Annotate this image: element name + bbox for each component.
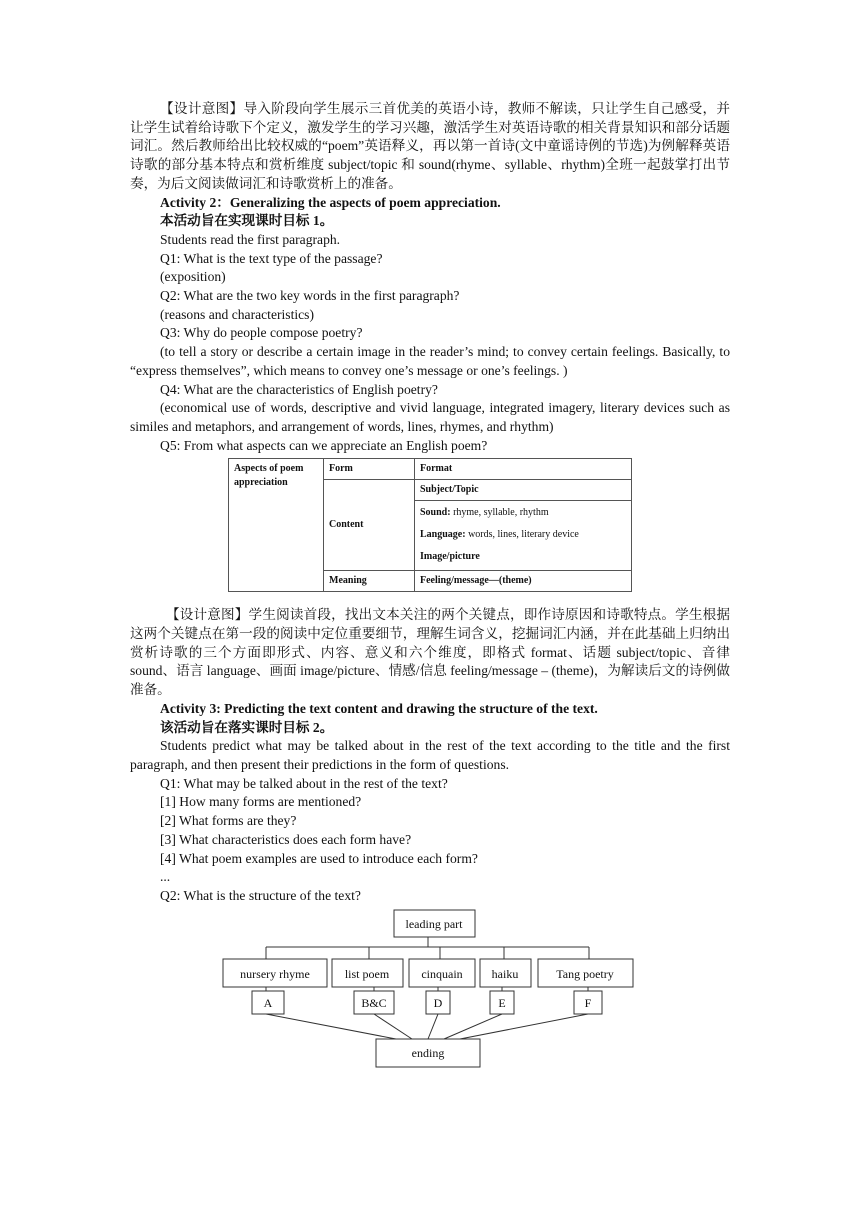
act3-question-2: Q2: What is the structure of the text? <box>160 887 361 903</box>
design-intent-paragraph-2: 【设计意图】学生阅读首段，找出文本关注的两个关键点，即作诗原因和诗歌特点。学生根据这两个关键点在第一段的阅读中定位重要细节，理解生词含义，挖掘词汇内涵，并在此基础上归纳出赏析诗歌的三个方面即形式、内容、意义和六个维度，即格式 format、话题 subject/topic、音律 sound、语言 language、画面 image/picture、情感/信息 feeling/message – (theme)，为解读后文的诗例做准备。 <box>130 607 730 698</box>
form-label-nursery-rhyme: nursery rhyme <box>240 966 310 981</box>
letter-label-a: A <box>263 995 273 1010</box>
ellipsis: ... <box>160 869 171 885</box>
table-aspects-header: Aspects of poem appreciation <box>229 459 324 592</box>
table-feeling-cell: Feeling/message—(theme) <box>415 571 632 592</box>
letter-label-d: D <box>433 995 443 1010</box>
sub-question-2: [2] What forms are they? <box>160 813 297 829</box>
question-5: Q5: From what aspects can we appreciate an English poem? <box>160 437 488 453</box>
diagram-connectors <box>263 937 589 1039</box>
sub-question-3: [3] What characteristics does each form have? <box>160 831 412 847</box>
activity-3-title: Activity 3: Predicting the text content and drawing the structure of the text. <box>160 700 598 716</box>
document-page <box>130 100 730 1076</box>
activity-3-intro: Students predict what may be talked about in the rest of the text according to the title and the first paragraph, and then present their predictions in the form of questions. <box>130 738 730 772</box>
answer-4: (economical use of words, descriptive and vivid language, integrated imagery, literary devices such as similes and metaphors, and arrangement of words, lines, rhymes, and rhythm) <box>130 400 730 434</box>
activity-2-title: Activity 2：Generalizing the aspects of poem appreciation. <box>160 194 501 210</box>
table-meaning-label: Meaning <box>324 571 415 592</box>
form-label-list-poem: list poem <box>344 966 390 981</box>
language-value: words, lines, literary device <box>465 529 579 541</box>
form-label-tang-poetry: Tang poetry <box>556 966 614 981</box>
ending-label: ending <box>411 1045 445 1060</box>
table-content-label: Content <box>324 480 415 571</box>
answer-1: (exposition) <box>160 269 226 285</box>
letter-label-f: F <box>584 995 592 1010</box>
activity-2-goal: 本活动旨在实现课时目标 1。 <box>160 213 334 229</box>
table-image-cell: Image/picture <box>415 545 632 571</box>
letter-label-e: E <box>498 995 506 1010</box>
form-label-cinquain: cinquain <box>421 966 463 981</box>
sound-value: rhyme, syllable, rhythm <box>450 507 549 519</box>
table-sound-cell <box>415 501 632 524</box>
text-structure-diagram <box>130 908 730 1076</box>
sub-question-1: [1] How many forms are mentioned? <box>160 794 362 810</box>
diagram-boxes <box>223 910 633 1067</box>
activity-2-intro: Students read the first paragraph. <box>160 231 341 247</box>
question-4: Q4: What are the characteristics of English poetry? <box>160 381 438 397</box>
language-label: Language: <box>420 529 466 541</box>
letter-label-bc: B&C <box>361 995 387 1010</box>
sound-label: Sound: <box>420 507 451 519</box>
appreciation-aspects-table <box>228 458 632 592</box>
design-intent-paragraph-1: 【设计意图】导入阶段向学生展示三首优美的英语小诗，教师不解读，只让学生自己感受，并让学生试着给诗歌下个定义，激发学生的学习兴趣，激活学生对英语诗歌的相关背景知识和部分话题词汇。然后教师给出比较权威的“poem”英语释义，再以第一首诗(文中童谣诗例的节选)为例解释英语诗歌的部分基本特点和赏析维度 subject/topic 和 sound(rhyme、syllable、rhythm)全班一起鼓掌打出节奏，为后文阅读做词汇和诗歌赏析上的准备。 <box>130 101 730 191</box>
table-subject-cell: Subject/Topic <box>415 480 632 501</box>
structure-diagram-svg <box>130 908 730 1076</box>
answer-2: (reasons and characteristics) <box>160 306 314 322</box>
question-3: Q3: Why do people compose poetry? <box>160 325 363 341</box>
act3-question-1: Q1: What may be talked about in the rest of the text? <box>160 775 448 791</box>
question-1: Q1: What is the text type of the passage? <box>160 250 383 266</box>
table-language-cell <box>415 523 632 545</box>
leading-part-label: leading part <box>405 916 463 931</box>
form-label-haiku: haiku <box>491 966 519 981</box>
table-format-cell: Format <box>415 459 632 480</box>
activity-3-goal: 该活动旨在落实课时目标 2。 <box>160 719 334 735</box>
answer-3: (to tell a story or describe a certain image in the reader’s mind; to convey certain feelings. Basically, to “express themselves”, which means to convey one’s message or one’s feelings. ) <box>130 344 730 378</box>
sub-question-4: [4] What poem examples are used to introduce each form? <box>160 850 478 866</box>
question-2: Q2: What are the two key words in the first paragraph? <box>160 288 460 304</box>
table-form-label: Form <box>324 459 415 480</box>
